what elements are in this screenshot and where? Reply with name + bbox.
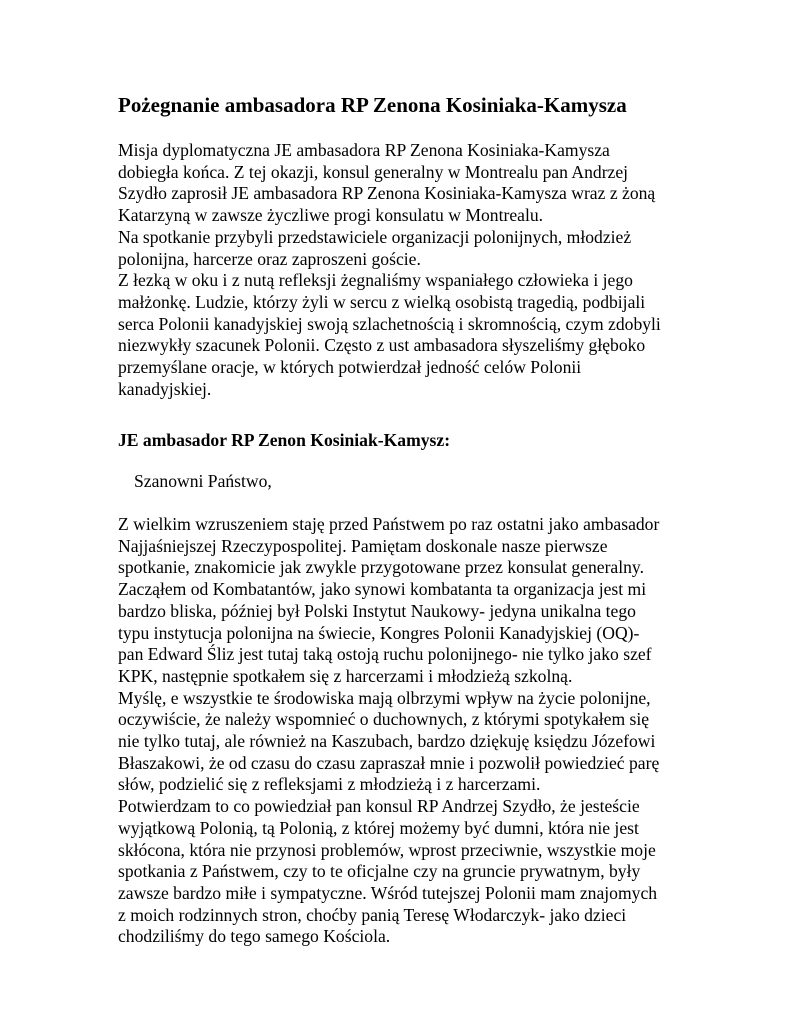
- text-line: oczywiście, że należy wspomnieć o duchownych, z którymi spotykałem się: [118, 709, 650, 730]
- text-line: Z łezką w oku i z nutą refleksji żegnaliśmy wspaniałego człowieka i jego: [118, 270, 633, 291]
- text-line: spotkania z Państwem, czy to te oficjalne czy na gruncie prywatnym, były: [118, 861, 641, 882]
- text-line: Myślę, e wszystkie te środowiska mają olbrzymi wpływ na życie polonijne,: [118, 687, 651, 708]
- text-line: Misja dyplomatyczna JE ambasadora RP Zenona Kosiniaka-Kamysza: [118, 140, 610, 160]
- text-line: KPK, następnie spotkałem się z harcerzami i młodzieżą szkolną.: [118, 665, 573, 686]
- text-line: kanadyjskiej.: [118, 378, 212, 399]
- text-line: niezwykły szacunek Polonii. Często z ust ambasadora słyszeliśmy głęboko: [118, 335, 646, 356]
- text-line: Na spotkanie przybyli przedstawiciele organizacji polonijnych, młodzież: [118, 226, 632, 247]
- text-line: Potwierdzam to co powiedział pan konsul RP Andrzej Szydło, że jesteście: [118, 796, 640, 817]
- text-line: dobiegła końca. Z tej okazji, konsul generalny w Montrealu pan Andrzej: [118, 161, 629, 182]
- text-line: słów, podzielić się z refleksjami z młodzieżą i z harcerzami.: [118, 774, 541, 795]
- document-title: Pożegnanie ambasadora RP Zenona Kosiniaka-Kamysza: [118, 93, 627, 117]
- text-line: skłócona, która nie przynosi problemów, wprost przeciwnie, wszystkie moje: [118, 839, 656, 860]
- text-line: chodziliśmy do tego samego Kościola.: [118, 926, 391, 947]
- intro-paragraph: [118, 140, 661, 400]
- text-line: Błaszakowi, że od czasu do czasu zapraszał mnie i pozwolił powiedzieć parę: [118, 752, 660, 773]
- text-line: nie tylko tutaj, ale również na Kaszubach, bardzo dziękuję księdzu Józefowi: [118, 731, 656, 752]
- text-line: Najjaśniejszej Rzeczypospolitej. Pamiętam doskonale nasze pierwsze: [118, 535, 608, 556]
- text-line: pan Edward Śliz jest tutaj taką ostoją ruchu polonijnego- nie tylko jako szef: [118, 644, 652, 665]
- salutation: Szanowni Państwo,: [134, 471, 272, 491]
- text-line: bardzo bliska, później był Polski Instytut Naukowy- jedyna unikalna tego: [118, 600, 636, 621]
- speech-paragraph: [118, 514, 659, 948]
- text-line: Szydło zaprosił JE ambasadora RP Zenona Kosiniaka-Kamysza wraz z żoną: [118, 183, 656, 204]
- text-line: wyjątkową Polonią, tą Polonią, z której możemy być dumni, która nie jest: [118, 817, 639, 838]
- text-line: typu instytucja polonijna na świecie, Kongres Polonii Kanadyjskiej (OQ)-: [118, 622, 640, 643]
- text-line: spotkanie, znakomicie jak zwykle przygotowane przez konsulat generalny.: [118, 557, 644, 578]
- text-line: polonijna, harcerze oraz zaproszeni goście.: [118, 248, 421, 269]
- text-line: serca Polonii kanadyjskiej swoją szlachetnością i skromnością, czym zdobyli: [118, 313, 661, 334]
- text-line: przemyślane oracje, w których potwierdzał jedność celów Polonii: [118, 357, 582, 378]
- text-line: zawsze bardzo miłe i sympatyczne. Wśród tutejszej Polonii mam znajomych: [118, 882, 658, 903]
- text-line: Zacząłem od Kombatantów, jako synowi kombatanta ta organizacja jest mi: [118, 579, 647, 600]
- text-line: Z wielkim wzruszeniem staję przed Państwem po raz ostatni jako ambasador: [118, 514, 660, 534]
- speaker-heading: JE ambasador RP Zenon Kosiniak-Kamysz:: [118, 430, 451, 450]
- text-line: z moich rodzinnych stron, choćby panią Teresę Włodarczyk- jako dzieci: [118, 904, 627, 925]
- text-line: Katarzyną w zawsze życzliwe progi konsulatu w Montrealu.: [118, 205, 544, 226]
- text-line: małżonkę. Ludzie, którzy żyli w sercu z wielką osobistą tragedią, podbijali: [118, 291, 646, 312]
